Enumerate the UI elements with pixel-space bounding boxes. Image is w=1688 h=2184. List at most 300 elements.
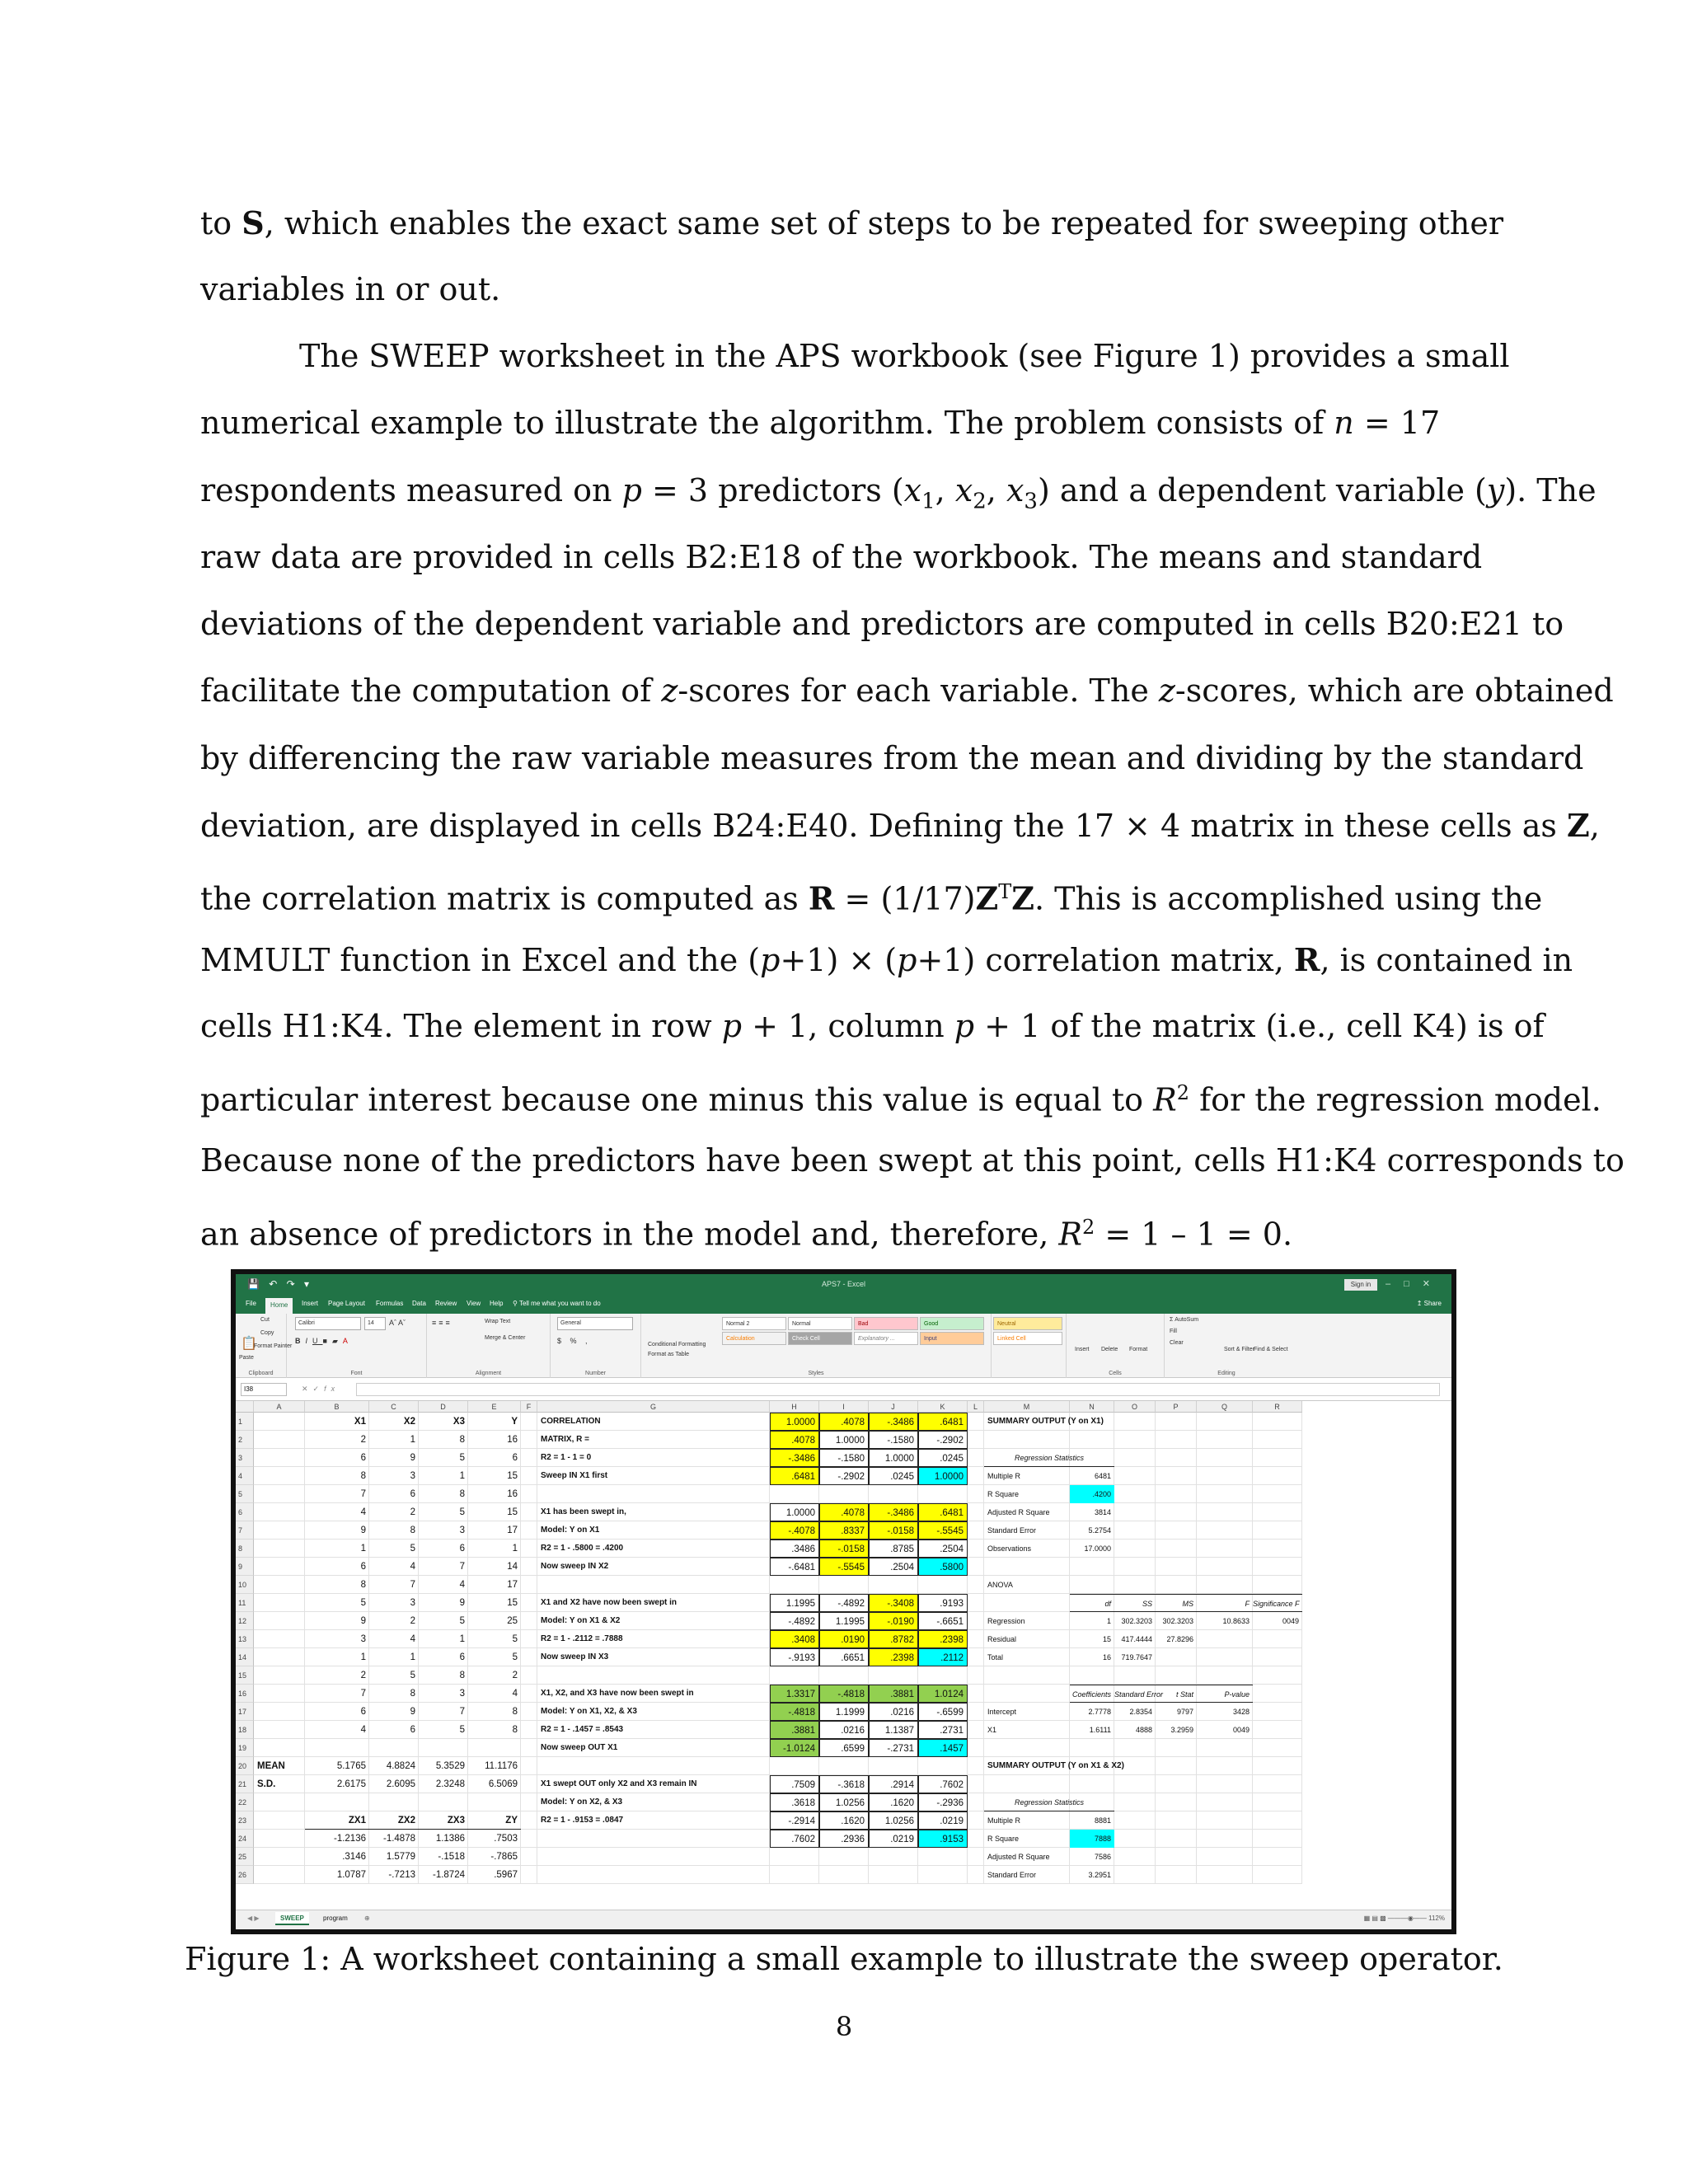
data-cell[interactable]: 7 xyxy=(360,1689,366,1699)
matrix-cell[interactable]: .1620 xyxy=(819,1811,869,1830)
data-cell[interactable]: 25 xyxy=(507,1616,518,1626)
coef-cell[interactable]: 2.7778 xyxy=(1088,1708,1111,1716)
anova-cell[interactable]: 1 xyxy=(1106,1617,1111,1625)
matrix-cell[interactable]: 1.1995 xyxy=(819,1612,869,1630)
matrix-cell[interactable]: -.0158 xyxy=(819,1540,869,1558)
coef-header[interactable]: P-value xyxy=(1197,1685,1253,1703)
row-header-23[interactable]: 23 xyxy=(236,1811,254,1830)
data-cell[interactable]: 7 xyxy=(459,1562,465,1572)
row-header-12[interactable]: 12 xyxy=(236,1612,254,1630)
sheet-tab-program[interactable]: program xyxy=(323,1915,348,1922)
data-cell[interactable]: 4 xyxy=(410,1634,415,1644)
data-cell[interactable]: 9 xyxy=(410,1707,415,1717)
matrix-cell[interactable]: .7509 xyxy=(770,1775,819,1793)
matrix-cell[interactable]: .2398 xyxy=(918,1630,968,1648)
data-cell[interactable]: 5 xyxy=(410,1671,415,1680)
anova-header[interactable]: MS xyxy=(1156,1594,1197,1612)
sweep-note[interactable]: Model: Y on X1 xyxy=(541,1526,600,1535)
formula-bar-icons[interactable]: ✕✓fx xyxy=(302,1385,340,1393)
matrix-cell[interactable]: -.2902 xyxy=(819,1467,869,1485)
row-header-5[interactable]: 5 xyxy=(236,1485,254,1503)
sweep-note[interactable]: Model: Y on X1 & X2 xyxy=(541,1616,621,1625)
sd-cell[interactable]: 2.6095 xyxy=(386,1779,415,1789)
anova-cell[interactable]: 719.7647 xyxy=(1121,1653,1152,1661)
row-header-19[interactable]: 19 xyxy=(236,1739,254,1757)
tab-home[interactable]: Home xyxy=(265,1298,293,1314)
row-header-1[interactable]: 1 xyxy=(236,1413,254,1431)
z-header[interactable]: ZX2 xyxy=(369,1811,419,1830)
sort-filter-button[interactable]: Sort & Filter xyxy=(1224,1347,1254,1352)
column-header-o[interactable]: O xyxy=(1114,1401,1156,1413)
anova-cell[interactable]: 16 xyxy=(1102,1653,1111,1661)
data-cell[interactable]: 2 xyxy=(512,1671,518,1680)
anova-cell[interactable]: 27.8296 xyxy=(1166,1635,1193,1643)
matrix-cell[interactable]: .6481 xyxy=(918,1413,968,1431)
matrix-cell[interactable]: 1.0000 xyxy=(770,1503,819,1521)
style-linked-cell[interactable]: Linked Cell xyxy=(993,1332,1062,1345)
sweep-note[interactable]: R2 = 1 - .1457 = .8543 xyxy=(541,1725,624,1734)
data-cell[interactable]: 9 xyxy=(410,1453,415,1463)
column-header-p[interactable]: P xyxy=(1156,1401,1197,1413)
coef-cell[interactable]: 3.2959 xyxy=(1170,1726,1193,1734)
row-header-6[interactable]: 6 xyxy=(236,1503,254,1521)
sd-label[interactable]: S.D. xyxy=(257,1779,276,1789)
data-cell[interactable]: 14 xyxy=(507,1562,518,1572)
data-cell[interactable]: 6 xyxy=(360,1707,366,1717)
coef-row-label[interactable]: Intercept xyxy=(987,1708,1017,1716)
data-header[interactable]: X3 xyxy=(452,1417,465,1427)
stat-value[interactable]: 8881 xyxy=(1094,1816,1111,1825)
data-cell[interactable]: 4 xyxy=(512,1689,518,1699)
stat-label[interactable]: Observations xyxy=(987,1544,1032,1553)
copy-button[interactable]: Copy xyxy=(260,1330,274,1336)
stat-value[interactable]: 5.2754 xyxy=(1088,1526,1111,1535)
mean-cell[interactable]: 4.8824 xyxy=(386,1761,415,1771)
matrix-cell[interactable]: .0216 xyxy=(819,1721,869,1739)
data-cell[interactable]: 17 xyxy=(507,1526,518,1535)
matrix-cell[interactable]: .0219 xyxy=(869,1830,918,1848)
z-cell[interactable]: -.7213 xyxy=(388,1870,415,1880)
style-normal-2[interactable]: Normal 2 xyxy=(722,1317,786,1330)
data-cell[interactable]: 7 xyxy=(360,1489,366,1499)
data-cell[interactable]: 3 xyxy=(459,1526,465,1535)
matrix-cell[interactable]: -.3486 xyxy=(869,1413,918,1431)
sd-cell[interactable]: 2.6175 xyxy=(336,1779,366,1789)
data-cell[interactable]: 3 xyxy=(360,1634,366,1644)
stat-label[interactable]: Multiple R xyxy=(987,1816,1021,1825)
z-cell[interactable]: 1.5779 xyxy=(386,1852,415,1862)
data-cell[interactable]: 6 xyxy=(410,1489,415,1499)
worksheet-grid[interactable] xyxy=(236,1401,1451,1914)
stat-label[interactable]: R Square xyxy=(987,1490,1020,1498)
coef-cell[interactable]: 3428 xyxy=(1232,1708,1250,1716)
matrix-cell[interactable]: .6481 xyxy=(770,1467,819,1485)
data-cell[interactable]: 7 xyxy=(410,1580,415,1590)
data-cell[interactable]: 8 xyxy=(459,1435,465,1445)
sweep-note[interactable]: X1 and X2 have now been swept in xyxy=(541,1598,678,1607)
data-cell[interactable]: 1 xyxy=(410,1435,415,1445)
tab-file[interactable]: File xyxy=(246,1300,256,1307)
sd-cell[interactable]: 2.3248 xyxy=(435,1779,465,1789)
data-cell[interactable]: 9 xyxy=(360,1616,366,1626)
anova-cell[interactable] xyxy=(1253,1630,1302,1648)
matrix-cell[interactable]: 1.0000 xyxy=(770,1413,819,1431)
format-painter-button[interactable]: Format Painter xyxy=(254,1343,293,1349)
style-explanatory[interactable]: Explanatory ... xyxy=(854,1332,918,1345)
column-header-n[interactable]: N xyxy=(1070,1401,1114,1413)
anova-header[interactable]: F xyxy=(1197,1594,1253,1612)
stat-label[interactable]: R Square xyxy=(987,1835,1020,1843)
data-cell[interactable]: 6 xyxy=(410,1725,415,1735)
matrix-cell[interactable]: .9193 xyxy=(918,1594,968,1612)
stat-value[interactable]: 3814 xyxy=(1094,1508,1111,1516)
anova-cell[interactable] xyxy=(1197,1630,1253,1648)
data-cell[interactable]: 7 xyxy=(459,1707,465,1717)
matrix-cell[interactable]: .8782 xyxy=(869,1630,918,1648)
sweep-note[interactable]: X1 has been swept in, xyxy=(541,1507,626,1516)
stat-value[interactable]: 6481 xyxy=(1094,1472,1111,1480)
matrix-cell[interactable]: .6481 xyxy=(918,1503,968,1521)
data-cell[interactable]: 8 xyxy=(459,1489,465,1499)
row-header-22[interactable]: 22 xyxy=(236,1793,254,1811)
sweep-note[interactable]: R2 = 1 - .5800 = .4200 xyxy=(541,1544,624,1553)
sweep-note[interactable]: R2 = 1 - 1 = 0 xyxy=(541,1453,592,1462)
matrix-cell[interactable]: -.5545 xyxy=(819,1558,869,1576)
matrix-cell[interactable]: .1620 xyxy=(869,1793,918,1811)
matrix-cell[interactable]: -.6599 xyxy=(918,1703,968,1721)
row-header-16[interactable]: 16 xyxy=(236,1685,254,1703)
column-header-f[interactable]: F xyxy=(521,1401,537,1413)
matrix-cell[interactable]: .3486 xyxy=(770,1540,819,1558)
row-header-21[interactable]: 21 xyxy=(236,1775,254,1793)
matrix-cell[interactable]: -.6481 xyxy=(770,1558,819,1576)
matrix-cell[interactable]: -.4818 xyxy=(770,1703,819,1721)
data-cell[interactable]: 8 xyxy=(459,1671,465,1680)
row-header-18[interactable]: 18 xyxy=(236,1721,254,1739)
anova-row-label[interactable]: Regression xyxy=(987,1617,1025,1625)
anova-header[interactable]: df xyxy=(1070,1594,1114,1612)
matrix-cell[interactable]: -.5545 xyxy=(918,1521,968,1540)
data-cell[interactable]: 15 xyxy=(507,1471,518,1481)
autosum-button[interactable] xyxy=(1170,1317,1198,1323)
data-cell[interactable]: 8 xyxy=(410,1526,415,1535)
coef-row-label[interactable]: X1 xyxy=(987,1726,997,1734)
tab-formulas[interactable]: Formulas xyxy=(376,1300,404,1307)
z-cell[interactable]: -.1518 xyxy=(438,1852,465,1862)
data-cell[interactable]: 8 xyxy=(360,1471,366,1481)
matrix-cell[interactable]: .7602 xyxy=(770,1830,819,1848)
data-cell[interactable]: 6 xyxy=(512,1453,518,1463)
sd-cell[interactable]: 6.5069 xyxy=(488,1779,518,1789)
z-cell[interactable]: .3146 xyxy=(342,1852,366,1862)
font-size-select[interactable]: 14 xyxy=(364,1317,386,1330)
z-cell[interactable]: 1.1386 xyxy=(435,1834,465,1844)
z-header[interactable]: ZY xyxy=(468,1811,521,1830)
anova-row-label[interactable]: Residual xyxy=(987,1635,1017,1643)
sheet-tab-sweep[interactable]: SWEEP xyxy=(275,1912,309,1925)
matrix-cell[interactable]: .2112 xyxy=(918,1648,968,1666)
data-header[interactable]: X1 xyxy=(354,1417,366,1427)
tell-me-search[interactable] xyxy=(513,1300,601,1307)
column-header-b[interactable]: B xyxy=(305,1401,369,1413)
align-icons[interactable]: ≡≡≡ xyxy=(432,1319,452,1327)
data-cell[interactable]: 8 xyxy=(360,1580,366,1590)
data-cell[interactable]: 2 xyxy=(360,1435,366,1445)
data-cell[interactable]: 17 xyxy=(507,1580,518,1590)
column-header-m[interactable]: M xyxy=(984,1401,1070,1413)
matrix-cell[interactable]: .2504 xyxy=(869,1558,918,1576)
z-cell[interactable]: .5967 xyxy=(494,1870,518,1880)
column-header-q[interactable]: Q xyxy=(1197,1401,1253,1413)
stat-label[interactable]: Standard Error xyxy=(987,1871,1037,1879)
matrix-cell[interactable]: -.4818 xyxy=(819,1685,869,1703)
stat-value[interactable]: 3.2951 xyxy=(1088,1871,1111,1879)
z-cell[interactable]: -1.4878 xyxy=(382,1834,415,1844)
conditional-formatting-button[interactable]: Conditional Formatting xyxy=(648,1342,706,1347)
matrix-cell[interactable]: -.1580 xyxy=(819,1449,869,1467)
matrix-cell[interactable]: -.3618 xyxy=(819,1775,869,1793)
data-cell[interactable]: 16 xyxy=(507,1489,518,1499)
matrix-cell[interactable]: .7602 xyxy=(918,1775,968,1793)
data-cell[interactable]: 4 xyxy=(410,1562,415,1572)
matrix-cell[interactable]: .2731 xyxy=(918,1721,968,1739)
matrix-cell[interactable]: 1.0000 xyxy=(869,1449,918,1467)
data-cell[interactable]: 1 xyxy=(459,1471,465,1481)
coef-header[interactable]: Standard Error xyxy=(1114,1685,1156,1703)
column-header-r[interactable]: R xyxy=(1253,1401,1302,1413)
column-header-h[interactable]: H xyxy=(770,1401,819,1413)
data-cell[interactable]: 5 xyxy=(459,1507,465,1517)
matrix-cell[interactable]: -.2902 xyxy=(918,1431,968,1449)
stat-value[interactable]: 7586 xyxy=(1094,1853,1111,1861)
matrix-cell[interactable]: -.1580 xyxy=(869,1431,918,1449)
row-header-4[interactable]: 4 xyxy=(236,1467,254,1485)
coef-cell[interactable]: 4888 xyxy=(1135,1726,1152,1734)
z-cell[interactable]: -.7865 xyxy=(490,1852,518,1862)
name-box[interactable]: I38 xyxy=(241,1383,287,1396)
z-cell[interactable]: -1.2136 xyxy=(333,1834,366,1844)
matrix-cell[interactable]: 1.0124 xyxy=(918,1685,968,1703)
column-header-c[interactable]: C xyxy=(369,1401,419,1413)
matrix-cell[interactable]: -1.0124 xyxy=(770,1739,819,1757)
tab-help[interactable]: Help xyxy=(490,1300,504,1307)
row-header-3[interactable]: 3 xyxy=(236,1449,254,1467)
row-header-13[interactable]: 13 xyxy=(236,1630,254,1648)
row-header-24[interactable]: 24 xyxy=(236,1830,254,1848)
row-header-25[interactable]: 25 xyxy=(236,1848,254,1866)
data-cell[interactable]: 5 xyxy=(459,1616,465,1626)
data-cell[interactable]: 6 xyxy=(459,1544,465,1554)
matrix-cell[interactable]: .3881 xyxy=(770,1721,819,1739)
sweep-note[interactable]: Now sweep IN X2 xyxy=(541,1562,609,1571)
matrix-cell[interactable]: .8785 xyxy=(869,1540,918,1558)
matrix-cell[interactable]: .6651 xyxy=(819,1648,869,1666)
matrix-cell[interactable]: -.3408 xyxy=(869,1594,918,1612)
row-header-15[interactable]: 15 xyxy=(236,1666,254,1685)
column-header-d[interactable]: D xyxy=(419,1401,468,1413)
tab-data[interactable]: Data xyxy=(412,1300,426,1307)
row-header-20[interactable]: 20 xyxy=(236,1757,254,1775)
regression-stats-title-2[interactable]: Regression Statistics xyxy=(984,1793,1114,1811)
row-header-7[interactable]: 7 xyxy=(236,1521,254,1540)
clear-button[interactable]: Clear xyxy=(1170,1340,1184,1346)
anova-header[interactable]: Significance F xyxy=(1253,1594,1302,1612)
matrix-cell[interactable]: .2504 xyxy=(918,1540,968,1558)
matrix-cell[interactable]: .0219 xyxy=(918,1811,968,1830)
data-cell[interactable]: 8 xyxy=(410,1689,415,1699)
data-cell[interactable]: 2 xyxy=(360,1671,366,1680)
data-cell[interactable]: 4 xyxy=(360,1725,366,1735)
currency-percent-icons[interactable]: $ % , xyxy=(557,1337,591,1345)
quick-access-toolbar[interactable]: 💾 ↶ ↷ ▾ xyxy=(247,1278,313,1290)
matrix-cell[interactable]: .6599 xyxy=(819,1739,869,1757)
data-header[interactable]: X2 xyxy=(403,1417,415,1427)
data-cell[interactable]: 8 xyxy=(512,1707,518,1717)
matrix-cell[interactable]: 1.1999 xyxy=(819,1703,869,1721)
data-cell[interactable]: 5 xyxy=(410,1544,415,1554)
sweep-note[interactable]: R2 = 1 - .9153 = .0847 xyxy=(541,1816,624,1825)
data-cell[interactable]: 5 xyxy=(459,1453,465,1463)
column-header-g[interactable]: G xyxy=(537,1401,770,1413)
data-cell[interactable]: 2 xyxy=(410,1616,415,1626)
matrix-cell[interactable]: -.9193 xyxy=(770,1648,819,1666)
matrix-cell[interactable]: .2936 xyxy=(819,1830,869,1848)
matrix-cell[interactable]: -.3486 xyxy=(869,1503,918,1521)
mean-label[interactable]: MEAN xyxy=(257,1761,285,1771)
matrix-cell[interactable]: .3881 xyxy=(869,1685,918,1703)
anova-cell[interactable]: 302.3203 xyxy=(1162,1617,1193,1625)
matrix-cell[interactable]: 1.1387 xyxy=(869,1721,918,1739)
coef-cell[interactable]: 2.8354 xyxy=(1129,1708,1152,1716)
row-header-17[interactable]: 17 xyxy=(236,1703,254,1721)
matrix-cell[interactable]: 1.1995 xyxy=(770,1594,819,1612)
share-button[interactable] xyxy=(1417,1300,1442,1307)
data-cell[interactable]: 4 xyxy=(459,1580,465,1590)
style-input[interactable]: Input xyxy=(920,1332,984,1345)
format-cells-button[interactable]: Format xyxy=(1129,1347,1148,1352)
column-header-k[interactable]: K xyxy=(918,1401,968,1413)
sweep-note[interactable]: MATRIX, R = xyxy=(541,1435,589,1444)
matrix-cell[interactable]: .2914 xyxy=(869,1775,918,1793)
matrix-cell[interactable]: .0190 xyxy=(819,1630,869,1648)
stat-value[interactable]: 7888 xyxy=(1070,1830,1114,1848)
anova-header[interactable]: SS xyxy=(1114,1594,1156,1612)
zoom-level[interactable]: 112% xyxy=(1428,1915,1445,1922)
column-header-a[interactable]: A xyxy=(254,1401,305,1413)
wrap-text-button[interactable]: Wrap Text xyxy=(485,1319,511,1324)
tab-insert[interactable]: Insert xyxy=(302,1300,319,1307)
data-cell[interactable]: 5 xyxy=(459,1725,465,1735)
z-cell[interactable]: 1.0787 xyxy=(336,1870,366,1880)
format-as-table-button[interactable]: Format as Table xyxy=(648,1352,690,1357)
coef-header[interactable]: Coefficients xyxy=(1070,1685,1114,1703)
column-header-j[interactable]: J xyxy=(869,1401,918,1413)
anova-title[interactable]: ANOVA xyxy=(987,1581,1013,1589)
matrix-cell[interactable]: .8337 xyxy=(819,1521,869,1540)
matrix-cell[interactable]: .0245 xyxy=(869,1467,918,1485)
data-cell[interactable]: 16 xyxy=(507,1435,518,1445)
matrix-cell[interactable]: .0216 xyxy=(869,1703,918,1721)
font-grow-shrink-icon[interactable]: Aˆ Aˇ xyxy=(389,1319,406,1327)
sign-in-button[interactable]: Sign in xyxy=(1344,1279,1377,1291)
matrix-cell[interactable]: -.0158 xyxy=(869,1521,918,1540)
style-bad[interactable]: Bad xyxy=(854,1317,918,1330)
mean-cell[interactable]: 5.3529 xyxy=(435,1761,465,1771)
data-cell[interactable]: 1 xyxy=(360,1652,366,1662)
stat-label[interactable]: Multiple R xyxy=(987,1472,1021,1480)
z-header[interactable]: ZX3 xyxy=(419,1811,468,1830)
matrix-cell[interactable]: .0245 xyxy=(918,1449,968,1467)
sweep-note[interactable]: Model: Y on X1, X2, & X3 xyxy=(541,1707,637,1716)
anova-cell[interactable] xyxy=(1156,1648,1197,1666)
data-cell[interactable]: 1 xyxy=(410,1652,415,1662)
matrix-cell[interactable]: 1.0256 xyxy=(869,1811,918,1830)
sweep-note[interactable]: R2 = 1 - .2112 = .7888 xyxy=(541,1634,623,1643)
tab-review[interactable]: Review xyxy=(435,1300,457,1307)
coef-cell[interactable]: 1.6111 xyxy=(1089,1726,1111,1734)
row-header-10[interactable]: 10 xyxy=(236,1576,254,1594)
bold-italic-underline-icons[interactable]: BIU■▰A xyxy=(295,1337,353,1345)
tab-view[interactable]: View xyxy=(467,1300,481,1307)
style-check-cell[interactable]: Check Cell xyxy=(788,1332,852,1345)
style-calculation[interactable]: Calculation xyxy=(722,1332,786,1345)
matrix-cell[interactable]: .3408 xyxy=(770,1630,819,1648)
sweep-note[interactable]: CORRELATION xyxy=(541,1417,601,1426)
data-cell[interactable]: 15 xyxy=(507,1507,518,1517)
z-header[interactable]: ZX1 xyxy=(305,1811,369,1830)
paste-button[interactable]: Paste xyxy=(239,1355,254,1361)
matrix-cell[interactable]: -.3486 xyxy=(770,1449,819,1467)
data-cell[interactable]: 3 xyxy=(410,1598,415,1608)
matrix-cell[interactable]: -.6651 xyxy=(918,1612,968,1630)
cut-button[interactable]: Cut xyxy=(260,1317,270,1323)
anova-cell[interactable]: 0049 xyxy=(1282,1617,1299,1625)
matrix-cell[interactable]: 1.0256 xyxy=(819,1793,869,1811)
stat-value[interactable]: .4200 xyxy=(1070,1485,1114,1503)
summary-title-1[interactable]: SUMMARY OUTPUT (Y on X1) xyxy=(987,1417,1104,1426)
matrix-cell[interactable]: .3618 xyxy=(770,1793,819,1811)
stat-label[interactable]: Adjusted R Square xyxy=(987,1508,1050,1516)
matrix-cell[interactable]: .4078 xyxy=(819,1413,869,1431)
coef-header[interactable]: t Stat xyxy=(1156,1685,1197,1703)
stat-value[interactable]: 17.0000 xyxy=(1084,1544,1111,1553)
anova-cell[interactable] xyxy=(1197,1648,1253,1666)
row-header-14[interactable]: 14 xyxy=(236,1648,254,1666)
row-header-11[interactable]: 11 xyxy=(236,1594,254,1612)
fill-button[interactable]: Fill xyxy=(1170,1329,1177,1334)
matrix-cell[interactable]: 1.0000 xyxy=(918,1467,968,1485)
select-all-corner[interactable] xyxy=(236,1401,254,1413)
font-name-select[interactable]: Calibri xyxy=(295,1317,361,1330)
matrix-cell[interactable]: -.2731 xyxy=(869,1739,918,1757)
data-header[interactable]: Y xyxy=(511,1417,518,1427)
data-cell[interactable]: 5 xyxy=(512,1634,518,1644)
summary-title-2[interactable]: SUMMARY OUTPUT (Y on X1 & X2) xyxy=(987,1761,1124,1770)
matrix-cell[interactable]: -.4892 xyxy=(819,1594,869,1612)
sweep-note[interactable]: Now sweep OUT X1 xyxy=(541,1743,618,1752)
matrix-cell[interactable]: -.4892 xyxy=(770,1612,819,1630)
row-header-2[interactable]: 2 xyxy=(236,1431,254,1449)
anova-row-label[interactable]: Total xyxy=(987,1653,1004,1661)
mean-cell[interactable]: 11.1176 xyxy=(485,1761,518,1771)
stat-label[interactable]: Adjusted R Square xyxy=(987,1853,1050,1861)
style-good[interactable]: Good xyxy=(920,1317,984,1330)
matrix-cell[interactable]: -.2914 xyxy=(770,1811,819,1830)
mean-cell[interactable]: 5.1765 xyxy=(336,1761,366,1771)
data-cell[interactable]: 6 xyxy=(459,1652,465,1662)
anova-cell[interactable]: 15 xyxy=(1102,1635,1111,1643)
style-normal[interactable]: Normal xyxy=(788,1317,852,1330)
